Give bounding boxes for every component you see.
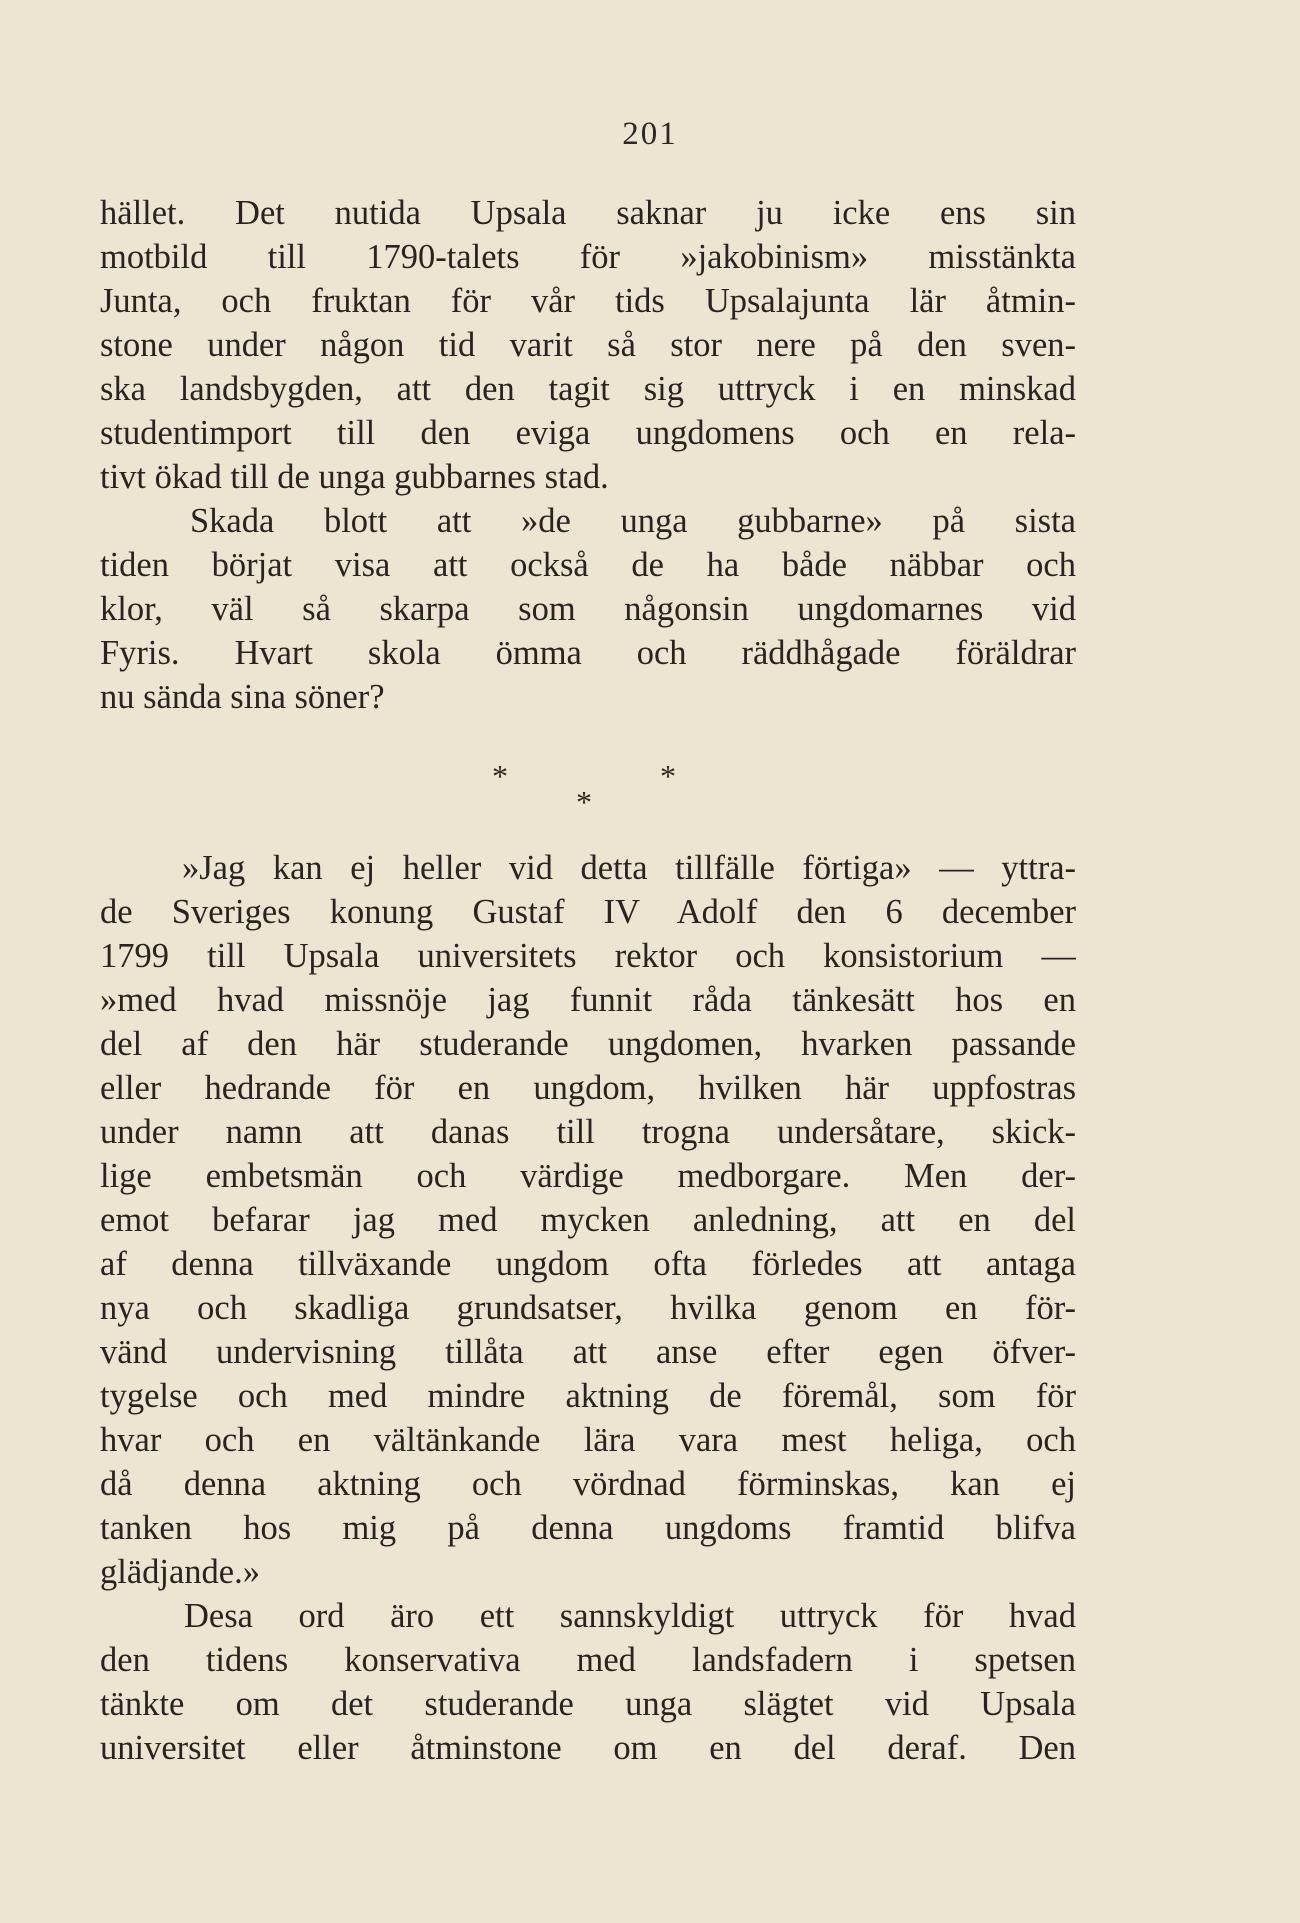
page-number: 201 [622, 116, 678, 152]
text-line: hället. Det nutida Upsala saknar ju icke ens sin [100, 194, 1076, 232]
text-line: motbild till 1790-talets för »jakobinism» misstänkta [100, 238, 1076, 276]
text-line: glädjande.» [100, 1553, 260, 1591]
text-line: Junta, och fruktan för vår tids Upsalajunta lär åtmin- [100, 282, 1076, 320]
text-line: nu sända sina söner? [100, 678, 385, 716]
asterisk-center: * [576, 784, 592, 820]
text-line: under namn att danas till trogna undersåtare, skick- [100, 1113, 1076, 1151]
text-line: tiden börjat visa att också de ha både näbbar och [100, 546, 1076, 584]
text-line: stone under någon tid varit så stor nere på den sven- [100, 326, 1076, 364]
text-line: Skada blott att »de unga gubbarne» på sista [190, 502, 1076, 540]
text-line: tivt ökad till de unga gubbarnes stad. [100, 458, 609, 496]
text-line: ska landsbygden, att den tagit sig uttryck i en minskad [100, 370, 1076, 408]
paragraph-block-upsala [100, 191, 1076, 719]
text-line: Desa ord äro ett sannskyldigt uttryck för hvad [184, 1597, 1076, 1635]
paragraph-block-quote [100, 846, 1076, 1770]
text-line: emot befarar jag med mycken anledning, att en del [100, 1201, 1076, 1239]
text-line: då denna aktning och vördnad förminskas, kan ej [100, 1465, 1076, 1503]
text-line: tanken hos mig på denna ungdoms framtid blifva [100, 1509, 1076, 1547]
text-line: Fyris. Hvart skola ömma och räddhågade föräldrar [100, 634, 1076, 672]
text-line: tygelse och med mindre aktning de föremål, som för [100, 1377, 1076, 1415]
text-line: universitet eller åtminstone om en del deraf. Den [100, 1729, 1076, 1767]
text-line: nya och skadliga grundsatser, hvilka genom en för- [100, 1289, 1076, 1327]
text-line: lige embetsmän och värdige medborgare. Men der- [100, 1157, 1076, 1195]
text-line: klor, väl så skarpa som någonsin ungdomarnes vid [100, 590, 1076, 628]
text-line: »med hvad missnöje jag funnit råda tänkesätt hos en [100, 981, 1076, 1019]
text-line: studentimport till den eviga ungdomens och en rela- [100, 414, 1076, 452]
asterisk-left: * [492, 758, 508, 794]
text-line: vänd undervisning tillåta att anse efter egen öfver- [100, 1333, 1076, 1371]
text-line: de Sveriges konung Gustaf IV Adolf den 6 december [100, 893, 1076, 931]
text-line: eller hedrande för en ungdom, hvilken här uppfostras [100, 1069, 1076, 1107]
text-line: »Jag kan ej heller vid detta tillfälle förtiga» — yttra- [182, 849, 1076, 887]
text-line: hvar och en vältänkande lära vara mest heliga, och [100, 1421, 1076, 1459]
text-line: af denna tillväxande ungdom ofta förledes att antaga [100, 1245, 1076, 1283]
text-line: del af den här studerande ungdomen, hvarken passande [100, 1025, 1076, 1063]
text-line: den tidens konservativa med landsfadern i spetsen [100, 1641, 1076, 1679]
text-line: tänkte om det studerande unga slägtet vid Upsala [100, 1685, 1076, 1723]
text-line: 1799 till Upsala universitets rektor och konsistorium — [100, 937, 1076, 975]
asterisk-right: * [660, 758, 676, 794]
